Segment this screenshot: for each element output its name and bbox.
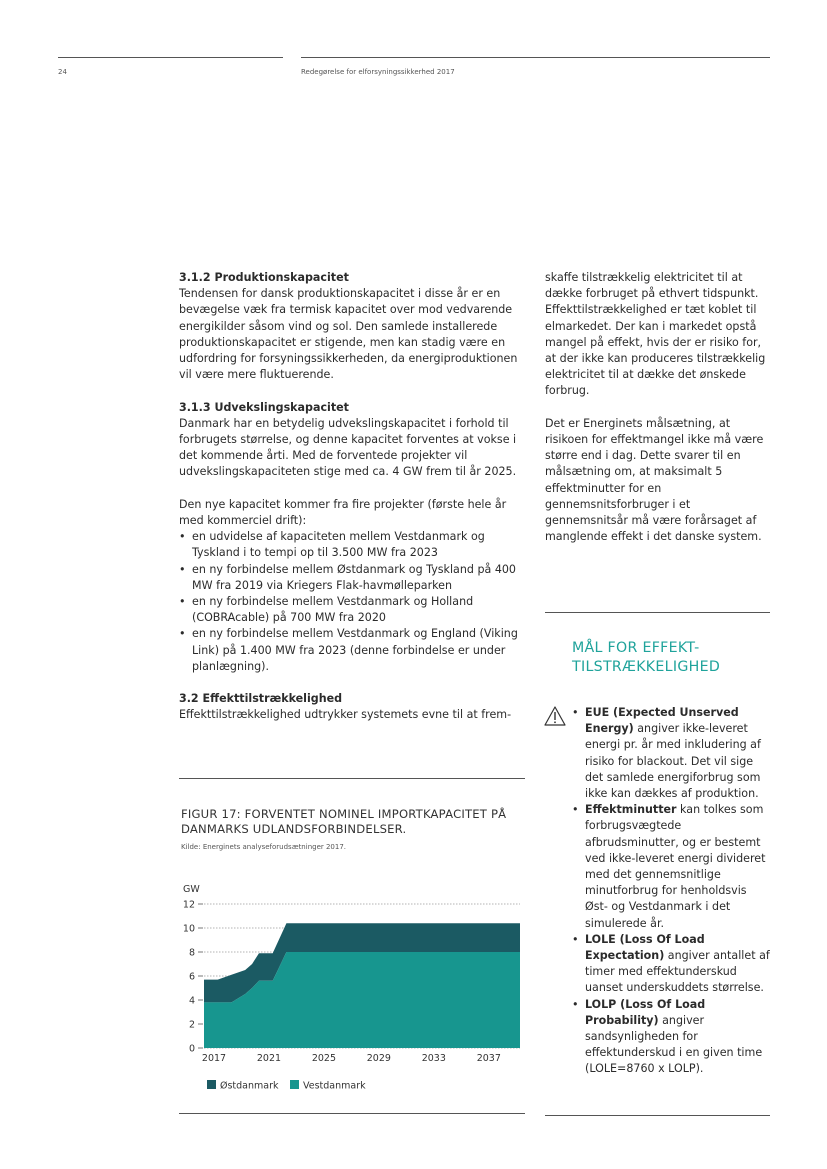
projects-list [179, 529, 525, 675]
y-axis-label: GW [183, 884, 200, 895]
legend-swatch-east [207, 1080, 216, 1089]
list-item [572, 705, 770, 802]
list-item: • en udvidelse af kapaciteten mellem Vestdanmark og Tyskland i to tempi op til 3.500 MW fra 2023 [179, 529, 525, 561]
warning-icon [544, 706, 566, 726]
projects-intro: Den nye kapacitet kommer fra fire projekter (første hele år med kommerciel drift): [179, 497, 507, 528]
x-tick-label: 2017 [201, 1053, 227, 1064]
figure-top-rule [179, 778, 525, 779]
section-heading-3-1-3: 3.1.3 Udvekslingskapacitet [179, 400, 349, 414]
document-title: Redegørelse for elforsyningssikkerhed 2017 [301, 68, 455, 76]
term-description: angiver ikke-leveret energi pr. år med inkludering af risiko for blackout. Det vil sige det samlede energiforbrug som ikke kan dækkes af produktion. [585, 722, 761, 801]
y-tick-label: 2 [188, 1019, 195, 1031]
y-tick-label: 6 [188, 971, 195, 983]
figure-source: Kilde: Energinets analyseforudsætninger 2017. [181, 843, 347, 851]
term: Effektminutter [585, 803, 677, 817]
y-tick-label: 12 [182, 899, 195, 911]
sidebar-list [572, 705, 770, 1078]
sidebar-top-rule [545, 612, 770, 613]
right-paragraph-1: skaffe tilstrækkelig elektricitet til at dække forbruget på ethvert tidspunkt. Effekttilstrækkelighed er tæt koblet til elmarkedet. Der kan i markedet opstå mangel på effekt, hvis der er risiko for, at der ikke kan produceres tilstrækkelig elektricitet til at dække det ønskede forbrug. [545, 271, 766, 398]
left-column [179, 270, 525, 740]
list-item [572, 997, 770, 1078]
section-body-3-2: Effekttilstrækkelighed udtrykker systemets evne til at frem- [179, 708, 512, 722]
sidebar-title-line-1: MÅL FOR EFFEKT- [572, 640, 700, 656]
term-description: angiver antallet af timer med effektunderskud uanset underskuddets størrelse. [585, 949, 770, 995]
y-tick-label: 8 [188, 947, 195, 959]
x-tick-label: 2025 [311, 1053, 337, 1064]
y-tick-label: 0 [188, 1043, 195, 1055]
sidebar-title [572, 639, 772, 677]
y-tick-label: 10 [182, 923, 195, 935]
list-item [572, 932, 770, 997]
right-paragraph-2: Det er Energinets målsætning, at risikoen for effektmangel ikke må være større end i dag. Dette svarer til en målsætning om, at maksimalt 5 effektminutter for en gennemsnitsforbruger i et gennemsnitsår må være forårsaget af manglende effekt i det danske system. [545, 416, 764, 544]
x-tick-label: 2033 [421, 1053, 446, 1064]
term: LOLP (Loss Of Load Probability) [585, 997, 706, 1027]
area-series-ostdanmark [204, 923, 520, 1002]
page-number: 24 [58, 68, 67, 76]
list-item: • en ny forbindelse mellem Østdanmark og Tyskland på 400 MW fra 2019 via Kriegers Flak-havmølleparken [179, 562, 525, 594]
figure-bottom-rule [179, 1113, 525, 1114]
term: LOLE (Loss Of Load Expectation) [585, 932, 705, 963]
section-body-3-1-3: Danmark har en betydelig udvekslingskapacitet i forhold til forbrugets størrelse, og denne kapacitet forventes at vokse i det kommende årti. Med de forventede projekter vil udvekslingskapaciteten stige med ca. 4 GW frem til år 2025. [179, 416, 517, 479]
legend-label-west: Vestdanmark [303, 1080, 366, 1092]
list-item [572, 802, 770, 932]
right-column [545, 270, 770, 562]
legend-label-east: Østdanmark [220, 1080, 279, 1092]
y-tick-label: 4 [188, 995, 195, 1007]
term-description: angiver sandsynligheden for effektunderskud i en given time (LOLE=8760 x LOLP). [585, 1013, 763, 1076]
section-body-3-1-2: Tendensen for dansk produktionskapacitet i disse år er en bevægelse væk fra termisk kapacitet over mod vedvarende energikilder såsom vind og sol. Den samlede installerede produktionskapacitet er stigende, men kan stadig være en udfordring for forsyningssikkerheden, da energiproduktionen vil være mere fluktuerende. [179, 287, 518, 382]
header-rule-left [58, 57, 283, 58]
section-heading-3-2: 3.2 Effekttilstrækkelighed [179, 692, 343, 706]
header-rule-right [301, 57, 770, 58]
legend-swatch-west [290, 1080, 299, 1089]
figure-title: FIGUR 17: FORVENTET NOMINEL IMPORTKAPACITET PÅ DANMARKS UDLANDSFORBINDELSER. [181, 807, 507, 836]
list-item: • en ny forbindelse mellem Vestdanmark og Holland (COBRAcable) på 700 MW fra 2020 [179, 594, 525, 626]
x-tick-label: 2037 [476, 1053, 501, 1064]
sidebar-title-line-2: TILSTRÆKKELIGHED [572, 659, 721, 675]
term: EUE (Expected Unserved Energy) [585, 706, 739, 736]
area-series-vestdanmark [204, 952, 520, 1048]
section-heading-3-1-2: 3.1.2 Produktionskapacitet [179, 271, 349, 284]
list-item: • en ny forbindelse mellem Vestdanmark og England (Viking Link) på 1.400 MW fra 2023 (denne forbindelse er under planlægning). [179, 626, 525, 675]
term-description: kan tolkes som forbrugsvægtede afbrudsminutter, og er bestemt ved ikke-leveret energi divideret med det gennemsnitlige minutforbrug for henholdsvis Øst- og Vestdanmark i det simulerede år. [585, 803, 766, 930]
x-tick-label: 2029 [366, 1053, 391, 1064]
x-tick-label: 2021 [256, 1053, 282, 1064]
sidebar-bottom-rule [545, 1115, 770, 1116]
